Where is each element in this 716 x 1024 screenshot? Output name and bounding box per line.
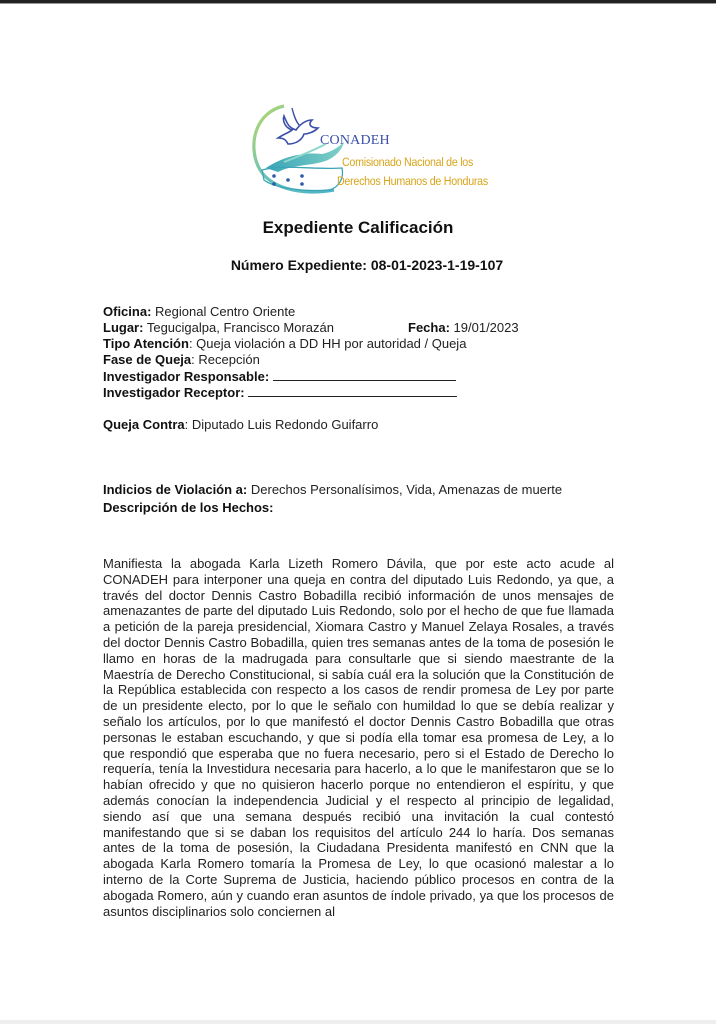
field-lugar — [103, 320, 334, 335]
fase-queja-label: Fase de Queja — [103, 352, 192, 367]
investigador-responsable-label: Investigador Responsable: — [103, 369, 270, 384]
conadeh-logo — [244, 98, 489, 196]
indicios-label: Indicios de Violación a: — [103, 482, 248, 497]
queja-contra-label: Queja Contra — [103, 417, 185, 432]
logo-tagline-line2: Derechos Humanos de Honduras — [337, 174, 488, 188]
expediente-number-label: Número Expediente: — [230, 257, 367, 273]
tipo-atencion-value: : Queja violación a DD HH por autoridad / Queja — [188, 336, 467, 351]
expediente-number-value: 08-01-2023-1-19-107 — [370, 257, 504, 273]
logo-wordmark: CONADEH — [320, 133, 390, 148]
field-fase-queja — [103, 352, 260, 367]
oficina-value: Regional Centro Oriente — [155, 304, 296, 319]
lugar-label: Lugar: — [103, 320, 144, 335]
logo-tagline-line1: Comisionado Nacional de los — [342, 155, 474, 169]
indicios-value: Derechos Personalísimos, Vida, Amenazas de muerte — [250, 482, 563, 497]
investigador-receptor-label: Investigador Receptor: — [103, 385, 245, 400]
fase-queja-value: : Recepción — [191, 352, 260, 367]
field-investigador-receptor — [103, 384, 457, 400]
oficina-label: Oficina: — [103, 304, 152, 319]
tipo-atencion-label: Tipo Atención — [103, 336, 189, 351]
investigador-receptor-blank — [248, 384, 457, 397]
field-oficina — [103, 304, 295, 319]
description-body: Manifiesta la abogada Karla Lizeth Romero Dávila, que por este acto acude al CONADEH para interponer una queja en contra del diputado Luis Redondo, ya que, a través del doctor Dennis Castro Bobadilla recibió información de unos mensajes de amenazantes de parte del diputado Luis Redondo, solo por el hecho de que fue llamada a petición de la pareja presidencial, Xiomara Castro y Manuel Zelaya Rosales, a través del doctor Dennis Castro Bobadilla, quien tres semanas antes de la toma de posesión le llamo en horas de la madrugada para consultarle que si siendo maestrante de la Maestría de Derecho Constitucional, si sabía cuál era la solución que la Constitución de la República establecida con respecto a los casos de rendir promesa de Ley por parte de un presidente electo, por lo que le señalo con humildad lo que se debía realizar y señalo los artículos, por lo que manifestó el doctor Dennis Castro Bobadilla que otras personas le estaban escuchando, y que si podía ella tomar esa promesa de Ley, a lo que respondió que esperaba que no fuera necesario, pero si el Estado de Derecho lo requería, tenía la Investidura necesaria para hacerlo, a lo que le manifestaron que se lo habían ofrecido y que no quisieron hacerlo porque no entendieron el espíritu, y que además conocían la independencia Judicial y el respecto al principio de legalidad, siendo así que una semana después recibió una invitación la cual contestó manifestando que si se daban los requisitos del artículo 244 lo haría. Dos semanas antes de la toma de posesión, la Ciudadana Presidenta manifestó en CNN que la abogada Karla Romero tomaría la Promesa de Ley, lo que ocasionó malestar a lo interno de la Corte Suprema de Justicia, haciendo público procesos en contra de la abogada Romero, aún y cuando eran asuntos de índole privado, ya que los procesos de asuntos disciplinarios solo conciernen al — [103, 556, 614, 919]
lugar-value: Tegucigalpa, Francisco Morazán — [146, 320, 334, 335]
queja-contra-value: : Diputado Luis Redondo Guifarro — [184, 417, 379, 432]
fecha-label: Fecha: — [408, 320, 450, 335]
expediente-number — [0, 257, 716, 273]
field-indicios — [103, 482, 562, 497]
field-investigador-responsable — [103, 368, 456, 384]
field-tipo-atencion — [103, 336, 466, 351]
investigador-responsable-blank — [273, 368, 456, 381]
viewer-bottom-bar — [0, 1020, 716, 1024]
document-title: Expediente Calificación — [262, 218, 454, 237]
fecha-value: 19/01/2023 — [453, 320, 519, 335]
field-fecha — [408, 320, 519, 335]
viewer-top-divider — [0, 3, 716, 4]
field-queja-contra — [103, 417, 378, 432]
description-heading: Descripción de los Hechos: — [103, 500, 274, 515]
